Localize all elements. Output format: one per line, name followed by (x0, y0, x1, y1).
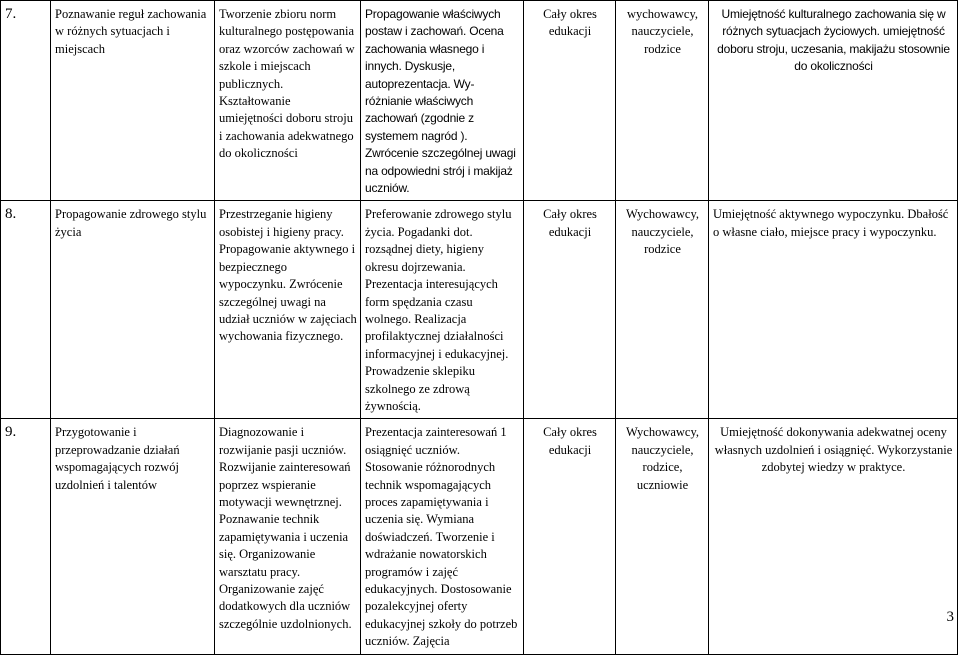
time-cell: Cały okres edukacji (524, 201, 616, 419)
forms-cell: Preferowanie zdrowego stylu życia. Pogadanki dot. rozsądnej diety, higieny okresu dojrzewania. Prezentacja interesujących form spędzania czasu wolnego. Realizacja profilaktycznej działalności informacyjnej i edukacyjnej. Prowadzenie sklepiku szkolnego ze zdrową żywnością. (361, 201, 524, 419)
responsible-cell: Wychowawcy, nauczyciele, rodzice (616, 201, 709, 419)
goal-cell: Propagowanie zdrowego stylu życia (51, 201, 215, 419)
table-row (1, 419, 958, 654)
effects-cell: Umiejętność kulturalnego zachowania się w różnych sytuacjach życiowych. umiejętność doboru stroju, uczesania, makijażu stosownie do okoliczności (709, 1, 958, 201)
responsible-cell: wychowawcy, nauczyciele, rodzice (616, 1, 709, 201)
time-cell: Cały okres edukacji (524, 419, 616, 654)
row-number: 7. (1, 1, 51, 201)
responsible-cell: Wychowawcy, nauczyciele, rodzice, uczniowie (616, 419, 709, 654)
effects-cell: Umiejętność dokonywania adekwatnej oceny własnych uzdolnień i osiągnięć. Wykorzystanie zdobytej wiedzy w praktyce. (709, 419, 958, 654)
row-number: 8. (1, 201, 51, 419)
table-row (1, 1, 958, 201)
tasks-cell: Tworzenie zbioru norm kulturalnego postępowania oraz wzorców zachowań w szkole i miejscach publicznych. Kształtowanie umiejętności doboru stroju i zachowania adekwatnego do okoliczności (215, 1, 361, 201)
goal-cell: Przygotowanie i przeprowadzanie działań wspomagających rozwój uzdolnień i talentów (51, 419, 215, 654)
table-row (1, 201, 958, 419)
effects-cell: Umiejętność aktywnego wypoczynku. Dbałość o własne ciało, miejsce pracy i wypoczynku. (709, 201, 958, 419)
forms-cell: Prezentacja zainteresowań 1 osiągnięć uczniów. Stosowanie różnorodnych technik wspomagających proces zapamiętywania i uczenia się. Wymiana doświadczeń. Tworzenie i wdrażanie nowatorskich programów i zajęć edukacyjnych. Dostosowanie pozalekcyjnej oferty edukacyjnej szkoły do potrzeb uczniów. Zajęcia (361, 419, 524, 654)
time-cell: Cały okres edukacji (524, 1, 616, 201)
row-number: 9. (1, 419, 51, 654)
page-number: 3 (946, 609, 954, 625)
goal-cell: Poznawanie reguł zachowania w różnych sytuacjach i miejscach (51, 1, 215, 201)
tasks-cell: Diagnozowanie i rozwijanie pasji uczniów. Rozwijanie zainteresowań poprzez wspieranie motywacji wewnętrznej. Poznawanie technik zapamiętywania i uczenia się. Organizowanie warsztatu pracy. Organizowanie zajęć dodatkowych dla uczniów szczególnie uzdolnionych. (215, 419, 361, 654)
forms-cell: Propagowanie właściwych postaw i zachowań. Ocena zachowania własnego i innych. Dyskusje, autoprezentacja. Wy-różnianie właściwych zachowań (zgodnie z systemem nagród ). Zwrócenie szczególnej uwagi na odpowiedni strój i makijaż uczniów. (361, 1, 524, 201)
tasks-cell: Przestrzeganie higieny osobistej i higieny pracy. Propagowanie aktywnego i bezpiecznego wypoczynku. Zwrócenie szczególnej uwagi na udział uczniów w zajęciach wychowania fizycznego. (215, 201, 361, 419)
